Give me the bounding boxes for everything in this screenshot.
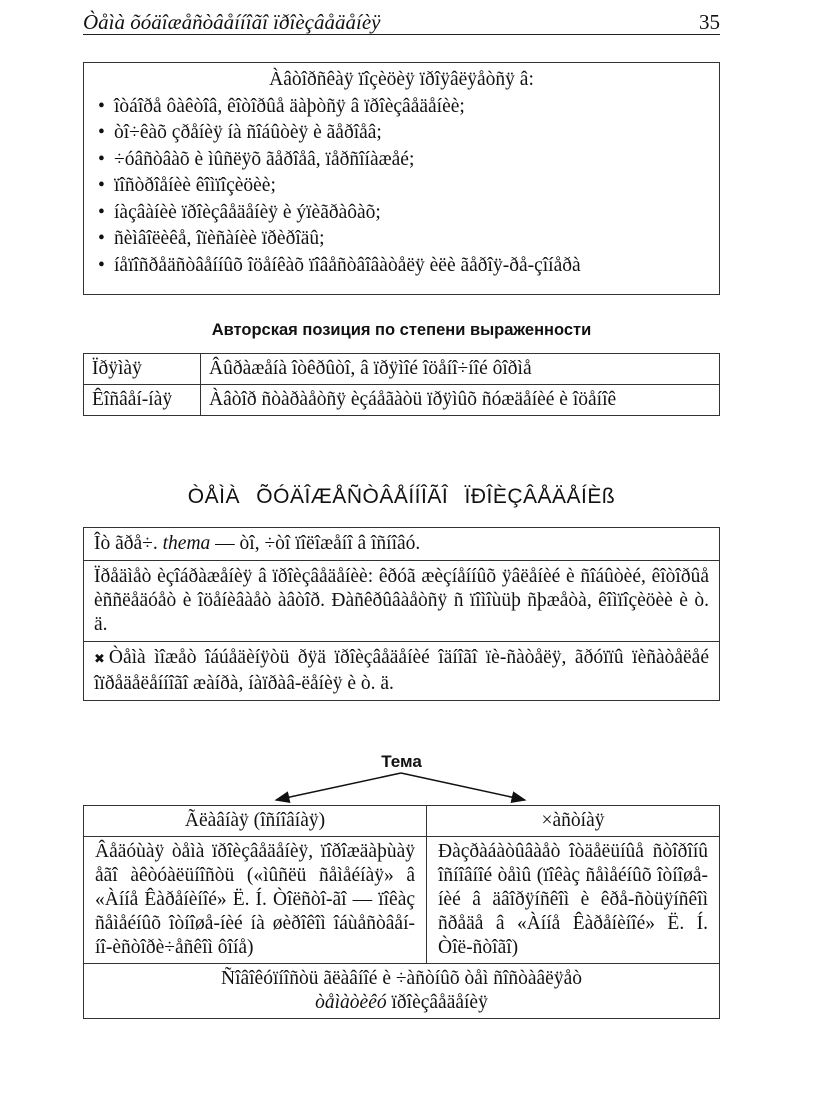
author-position-box bbox=[83, 62, 720, 295]
table-row bbox=[84, 837, 720, 964]
bullet-icon: • bbox=[98, 228, 105, 249]
table-row bbox=[84, 385, 720, 416]
particular-theme-description: Ðàçðàáàòûâàåò îòäåëüíûå ñòîðîíû îñíîâíîé òåìû (ïîêàç ñåìåéíûõ îòíîøå-íèé â äâîðÿíñêîì è êðå-ñòüÿíñêîì ñðåäå â «Àííå Êàðåíèíîé» Ë. Í. Òîë-ñòîãî) bbox=[427, 837, 720, 964]
subject-cell: Ïðåäìåò èçîáðàæåíèÿ â ïðîèçâåäåíèè: êðóã æèçíåííûõ ÿâëåíèé è ñîáûòèé, êîòîðûå èññëåäóåò è îöåíèâàåò àâòîð. Ðàñêðûâàåòñÿ ñ ïîìîùüþ ñþæåòà, êîìïîçèöèè è ò. ä. bbox=[84, 561, 720, 642]
definition-cell bbox=[84, 528, 720, 561]
bullet-icon: • bbox=[98, 254, 105, 276]
bullet-icon: • bbox=[98, 201, 105, 223]
list-item: • òî÷êàõ çðåíèÿ íà ñîáûòèÿ è ãåðîåâ; bbox=[98, 120, 705, 147]
table-cell-text: Âûðàæåíà îòêðûòî, â ïðÿìîé îöåíî÷íîé ôîðìå bbox=[201, 354, 720, 385]
page-number: 35 bbox=[699, 10, 720, 34]
arrow-right bbox=[401, 773, 525, 800]
table-row bbox=[84, 561, 720, 642]
bullet-icon: • bbox=[98, 122, 105, 143]
definition-table bbox=[83, 527, 720, 701]
list-item: • ïîñòðîåíèè êîìïîçèöèè; bbox=[98, 173, 705, 200]
section-heading-expression: Авторская позиция по степени выраженности bbox=[211, 321, 592, 339]
bullet-icon: • bbox=[98, 148, 105, 170]
definition-term: thema bbox=[162, 533, 211, 554]
table-row bbox=[84, 642, 720, 701]
bullet-icon: • bbox=[98, 95, 105, 117]
thematics-term: òåìàòèêó bbox=[315, 992, 387, 1013]
table-row bbox=[84, 806, 720, 837]
main-title: ÒÅÌÀ ÕÓÄÎÆÅÑÒÂÅÍÍÎÃÎ ÏÐÎÈÇÂÅÄÅÍÈß bbox=[187, 485, 616, 508]
table-cell-label: Ïðÿìàÿ bbox=[84, 354, 201, 385]
author-position-box-title: Àâòîðñêàÿ ïîçèöèÿ ïðîÿâëÿåòñÿ â: bbox=[269, 69, 534, 90]
definition-rest: — òî, ÷òî ïîëîæåíî â îñíîâó. bbox=[215, 533, 421, 554]
diagram-root-label: Тема bbox=[381, 752, 422, 771]
list-item: • ñèìâîëèêå, îïèñàíèè ïðèðîäû; bbox=[98, 226, 705, 253]
diagram-arrows bbox=[83, 772, 720, 806]
main-theme-description: Âåäóùàÿ òåìà ïðîèçâåäåíèÿ, ïîðîæäàþùàÿ åãî àêòóàëüíîñòü («ìûñëü ñåìåéíàÿ» â «Àííå Êàðåíèíîé» Ë. Í. Òîëñòî-ãî — ïîêàç ñåìåéíûõ îòíîøå-íèé íà øèðîêîì îáùåñòâåí-íî-èñòîðè÷åñêîì ôîíå) bbox=[84, 837, 427, 964]
list-item: • íàçâàíèè ïðîèçâåäåíèÿ è ýïèãðàôàõ; bbox=[98, 200, 705, 227]
arrow-left bbox=[276, 773, 401, 800]
running-title: Òåìà õóäîæåñòâåííîãî ïðîèçâåäåíèÿ bbox=[83, 10, 381, 34]
list-item: • ÷óâñòâàõ è ìûñëÿõ ãåðîåâ, ïåðñîíàæåé; bbox=[98, 147, 705, 174]
main-theme-header: Ãëàâíàÿ (îñíîâíàÿ) bbox=[84, 806, 427, 837]
running-header bbox=[83, 8, 720, 35]
definition-prefix: Îò ãðå÷. bbox=[94, 533, 158, 554]
theme-types-table bbox=[83, 805, 720, 1019]
cross-marker-icon: ✖ bbox=[94, 652, 105, 667]
thematics-summary: Ñîâîêóïíîñòü ãëàâíîé è ÷àñòíûõ òåì ñîñòàâëÿåò òåìàòèêó ïðîèçâåäåíèÿ bbox=[84, 964, 720, 1019]
note-cell bbox=[84, 642, 720, 701]
list-item: • íåïîñðåäñòâåííûõ îöåíêàõ ïîâåñòâîâàòåëÿ èëè ãåðîÿ-ðå-çîíåðà bbox=[98, 253, 705, 280]
note-text: Òåìà ìîæåò îáúåäèíÿòü ðÿä ïðîèçâåäåíèé îäíîãî ïè-ñàòåëÿ, ãðóïïû ïèñàòåëåé îïðåäåëåííîãî æàíðà, íàïðàâ-ëåíèÿ è ò. ä. bbox=[94, 647, 709, 694]
table-row bbox=[84, 964, 720, 1019]
expression-table bbox=[83, 353, 720, 416]
list-item: • îòáîðå ôàêòîâ, êîòîðûå äàþòñÿ â ïðîèçâåäåíèè; bbox=[98, 94, 705, 121]
table-row bbox=[84, 528, 720, 561]
table-row bbox=[84, 354, 720, 385]
particular-theme-header: ×àñòíàÿ bbox=[427, 806, 720, 837]
bullet-icon: • bbox=[98, 175, 105, 196]
table-cell-label: Êîñâåí-íàÿ bbox=[84, 385, 201, 416]
table-cell-text: Àâòîð ñòàðàåòñÿ èçáåãàòü ïðÿìûõ ñóæäåíèé è îöåíîê bbox=[201, 385, 720, 416]
